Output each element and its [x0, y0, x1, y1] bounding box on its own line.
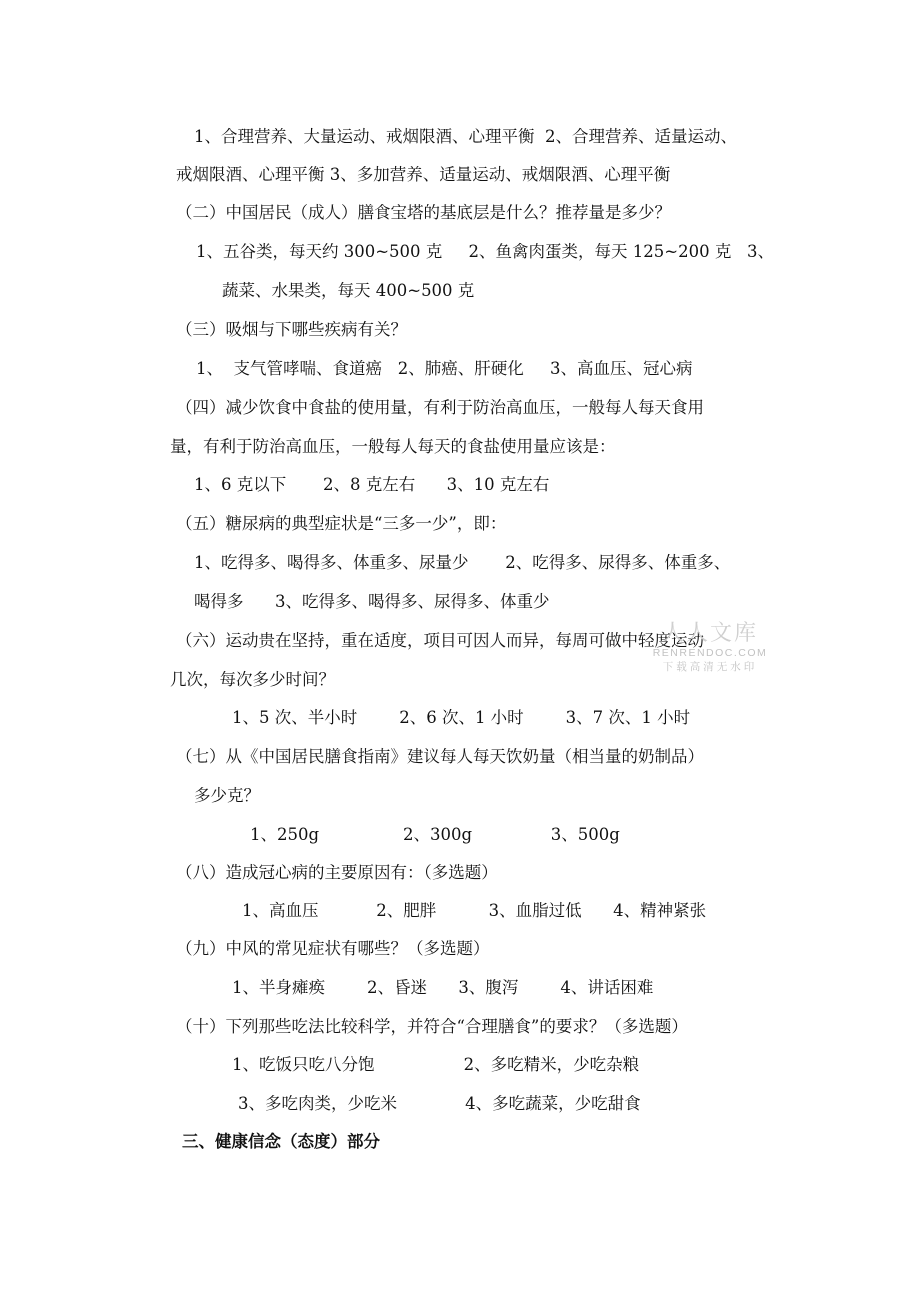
question-4-options: 1、6 克以下 2、8 克左右 3、10 克左右 [194, 475, 550, 494]
question-7-heading: （七）从《中国居民膳食指南》建议每人每天饮奶量（相当量的奶制品） [176, 747, 704, 766]
section-3-heading: 三、健康信念（态度）部分 [182, 1132, 380, 1151]
question-2-options: 1、五谷类，每天约 300~500 克 2、鱼禽肉蛋类，每天 125~200 克 3、 [196, 242, 775, 261]
text-line-2: 戒烟限酒、心理平衡 3、多加营养、适量运动、戒烟限酒、心理平衡 [176, 165, 671, 184]
watermark-logo: 人人文库 [661, 620, 758, 645]
question-5-heading: （五）糖尿病的典型症状是“三多一少”，即： [176, 514, 507, 533]
watermark-tagline: 下载高清无水印 [662, 661, 758, 673]
question-8-heading: （八）造成冠心病的主要原因有：（多选题） [176, 863, 498, 882]
question-6-heading: （六）运动贵在坚持，重在适度，项目可因人而异，每周可做中轻度运动 [176, 631, 704, 650]
question-10-options-2: 3、多吃肉类，少吃米 4、多吃蔬菜，少吃甜食 [238, 1094, 641, 1113]
question-4-heading: （四）减少饮食中食盐的使用量，有利于防治高血压，一般每人每天食用 [176, 398, 704, 417]
question-10-heading: （十）下列那些吃法比较科学，并符合“合理膳食”的要求？（多选题） [176, 1017, 688, 1036]
question-9-options: 1、半身瘫痪 2、昏迷 3、腹泻 4、讲话困难 [232, 978, 654, 997]
question-6-heading-cont: 几次，每次多少时间？ [170, 670, 335, 689]
question-3-heading: （三）吸烟与下哪些疾病有关？ [176, 320, 407, 339]
question-8-options: 1、高血压 2、肥胖 3、血脂过低 4、精神紧张 [242, 901, 707, 920]
question-5-options: 1、吃得多、喝得多、体重多、尿量少 2、吃得多、尿得多、体重多、 [194, 553, 731, 572]
watermark-site: RENRENDOC.COM [652, 647, 768, 659]
question-9-heading: （九）中风的常见症状有哪些？（多选题） [176, 939, 490, 958]
question-10-options-1: 1、吃饭只吃八分饱 2、多吃精米，少吃杂粮 [232, 1055, 640, 1074]
question-2-options-cont: 蔬菜、水果类，每天 400~500 克 [222, 281, 475, 300]
question-3-options: 1、 支气管哮喘、食道癌 2、肺癌、肝硬化 3、高血压、冠心病 [196, 359, 693, 378]
question-2-heading: （二）中国居民（成人）膳食宝塔的基底层是什么？推荐量是多少？ [176, 203, 671, 222]
question-6-options: 1、5 次、半小时 2、6 次、1 小时 3、7 次、1 小时 [232, 708, 691, 727]
question-4-heading-cont: 量，有利于防治高血压，一般每人每天的食盐使用量应该是： [170, 437, 616, 456]
question-7-options: 1、250g 2、300g 3、500g [250, 825, 620, 844]
question-5-options-cont: 喝得多 3、吃得多、喝得多、尿得多、体重少 [194, 592, 550, 611]
text-line-1: 1、合理营养、大量运动、戒烟限酒、心理平衡 2、合理营养、适量运动、 [194, 127, 737, 146]
question-7-heading-cont: 多少克？ [194, 786, 260, 805]
